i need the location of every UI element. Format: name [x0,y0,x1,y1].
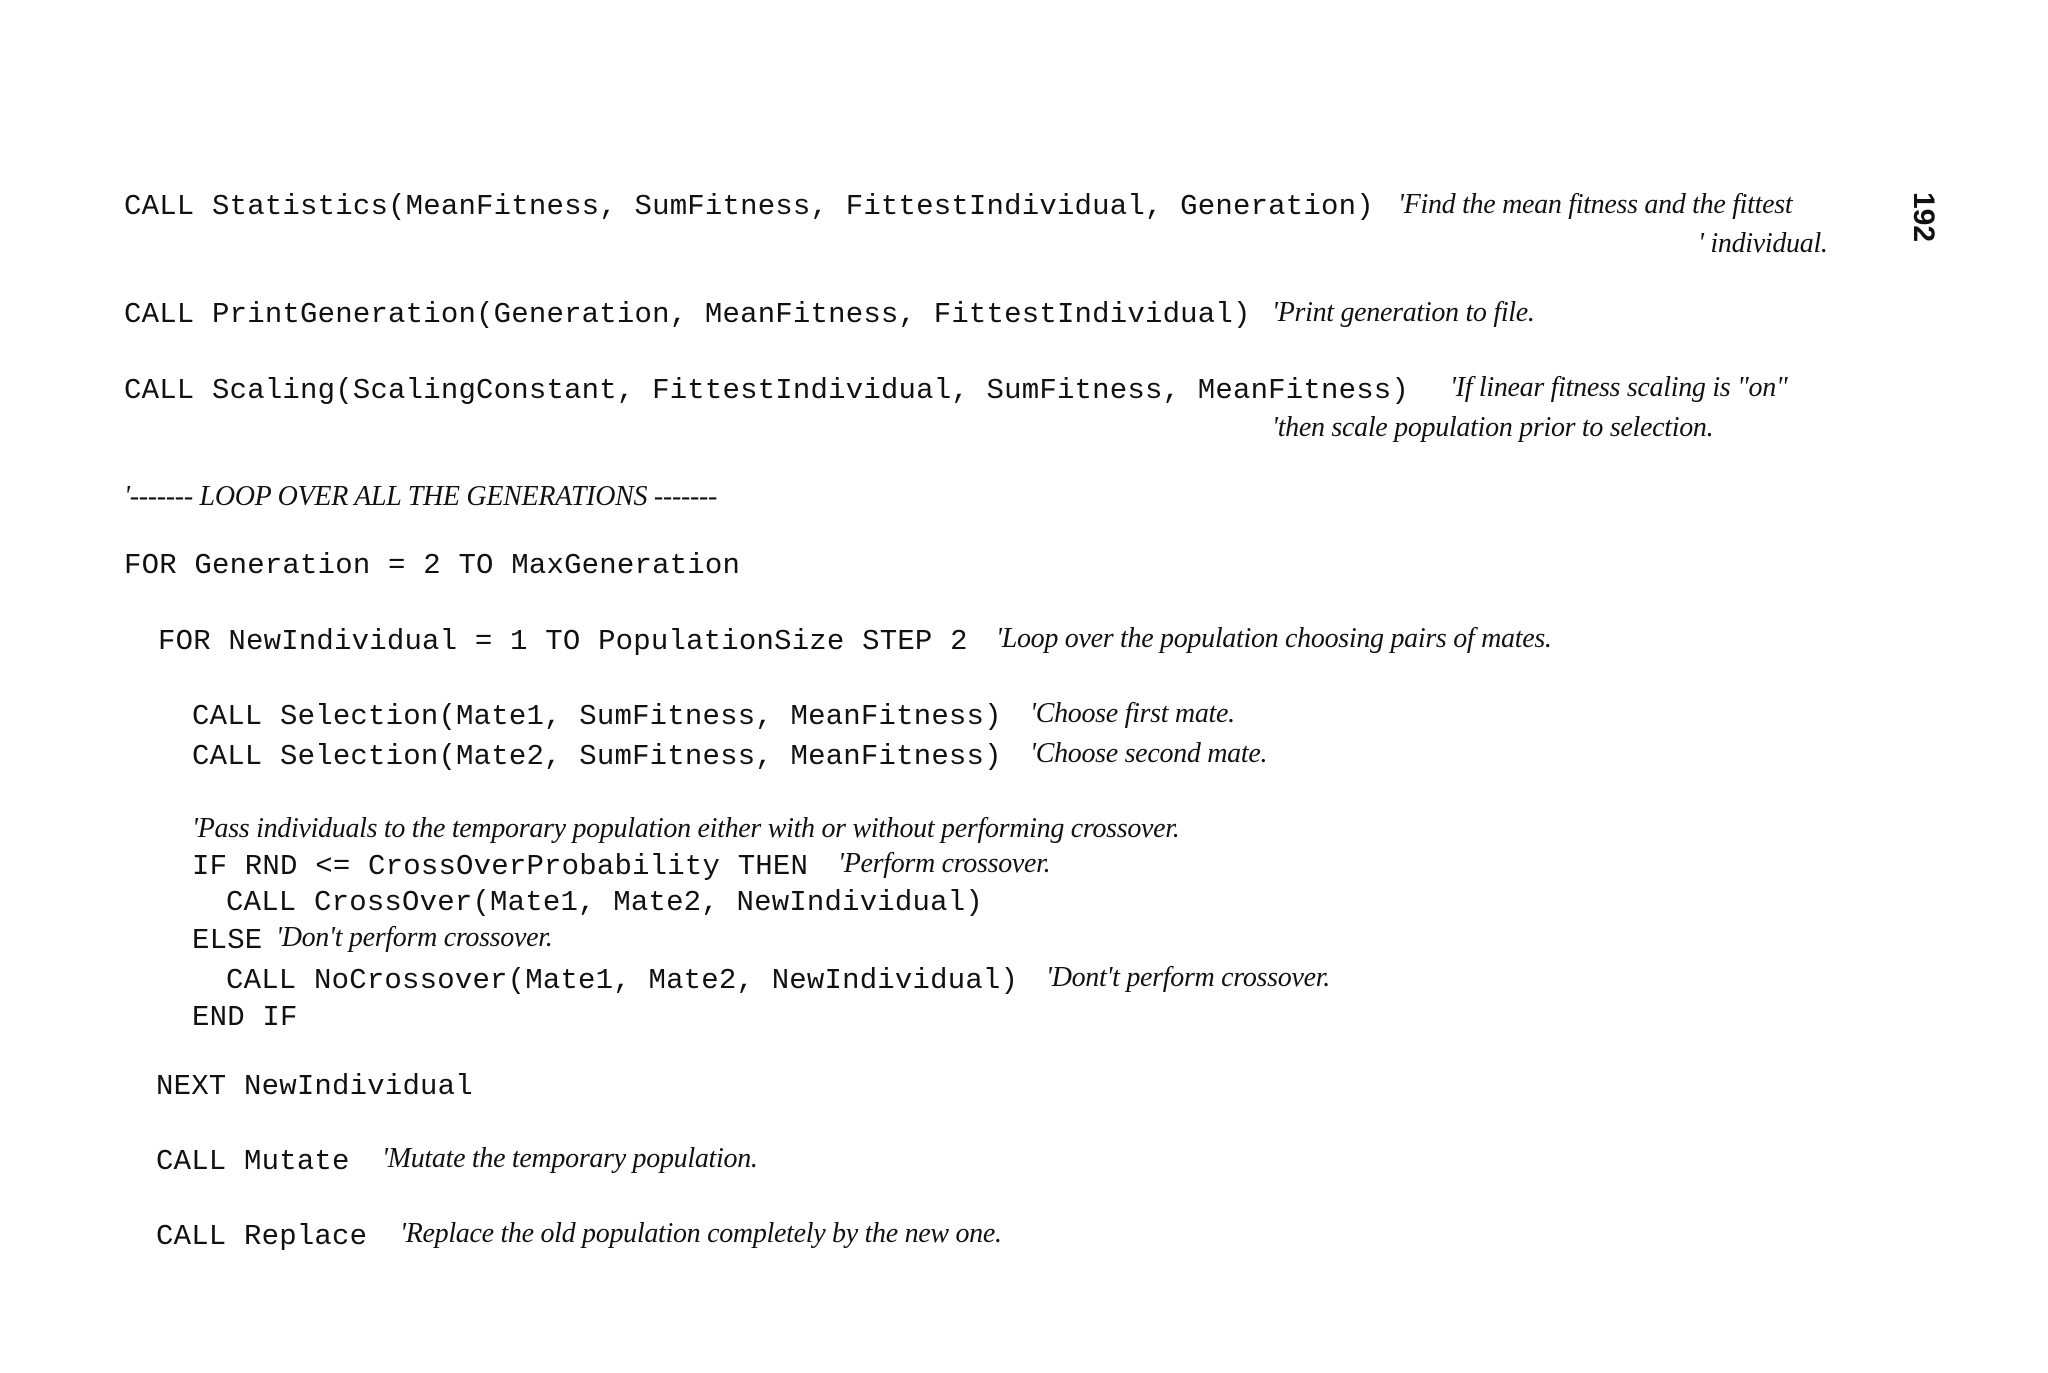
code-line-for-generation: FOR Generation = 2 TO MaxGeneration [124,549,741,582]
comment-for-individual: 'Loop over the population choosing pairs of mates. [996,623,1552,654]
comment-scaling-1: 'If linear fitness scaling is "on" [1450,372,1788,403]
code-line-nocrossover-call: CALL NoCrossover(Mate1, Mate2, NewIndividual) [226,964,1019,997]
code-line-else: ELSE [192,924,263,957]
comment-statistics-1: 'Find the mean fitness and the fittest [1398,189,1793,220]
code-line-scaling: CALL Scaling(ScalingConstant, FittestIndividual, SumFitness, MeanFitness) [124,374,1410,407]
comment-pass-individuals: 'Pass individuals to the temporary population either with or without performing crossover. [192,813,1180,844]
comment-statistics-2: ' individual. [1698,228,1828,259]
comment-print-generation: 'Print generation to file. [1272,297,1535,328]
code-line-selection-2: CALL Selection(Mate2, SumFitness, MeanFitness) [192,740,1002,773]
code-line-for-individual: FOR NewIndividual = 1 TO PopulationSize STEP 2 [158,625,968,658]
comment-dont-perform-2: 'Dont't perform crossover. [1046,962,1330,993]
comment-dont-perform: 'Don't perform crossover. [276,922,553,953]
code-line-print-generation: CALL PrintGeneration(Generation, MeanFitness, FittestIndividual) [124,298,1251,331]
comment-selection-1: 'Choose first mate. [1030,698,1235,729]
code-line-statistics: CALL Statistics(MeanFitness, SumFitness, FittestIndividual, Generation) [124,190,1374,223]
comment-perform-crossover: 'Perform crossover. [838,848,1051,879]
code-line-selection-1: CALL Selection(Mate1, SumFitness, MeanFitness) [192,700,1002,733]
code-line-if-rnd: IF RND <= CrossOverProbability THEN [192,850,809,883]
comment-loop-header: '------- LOOP OVER ALL THE GENERATIONS ------- [124,481,718,512]
code-line-next-individual: NEXT NewIndividual [156,1070,473,1103]
code-line-mutate: CALL Mutate [156,1145,350,1178]
comment-selection-2: 'Choose second mate. [1030,738,1268,769]
code-line-end-if: END IF [192,1001,298,1034]
comment-replace: 'Replace the old population completely by the new one. [400,1218,1002,1249]
code-line-crossover-call: CALL CrossOver(Mate1, Mate2, NewIndividual) [226,886,983,919]
code-line-replace: CALL Replace [156,1220,368,1253]
comment-mutate: 'Mutate the temporary population. [382,1143,758,1174]
page-number: 192 [1907,191,1941,243]
comment-scaling-2: 'then scale population prior to selection. [1272,412,1714,443]
